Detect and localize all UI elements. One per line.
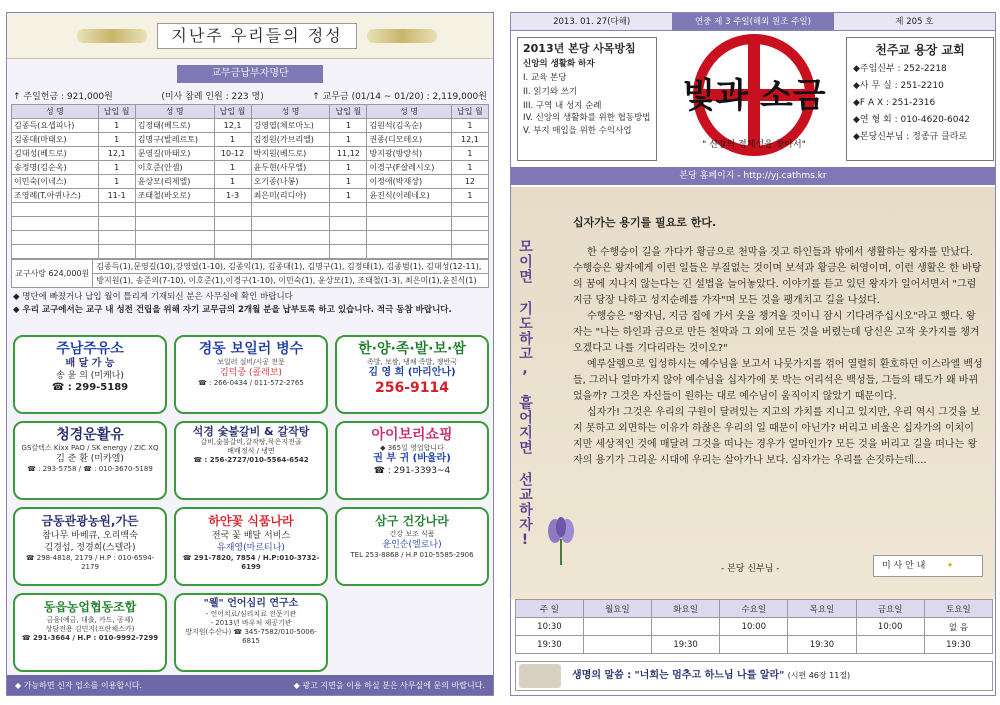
tithe-column-header: 성 명 <box>367 105 451 119</box>
ad-name: 주남주유소 <box>56 341 124 357</box>
ad-line: - 언어치료/심리치료 전문기관 <box>205 610 297 618</box>
footer-left-note: ◆ 가능하면 신자 업소를 이용합시다. <box>15 680 143 690</box>
schedule-day-header: 화요일 <box>652 600 720 618</box>
ad-line: 보일러 설비/시공 전문 <box>217 358 285 366</box>
pastoral-policy <box>517 37 657 161</box>
ad-name: 하얀꽃 식품나라 <box>208 514 294 528</box>
ad-card[interactable] <box>174 335 328 414</box>
ad-line: 배 달 가 능 <box>65 358 115 369</box>
ad-card[interactable] <box>13 421 167 500</box>
offering-summary <box>7 83 493 104</box>
ad-phone: ☎ 291-7820, 7854 / H.P:010-3732-6199 <box>182 554 320 571</box>
article-paragraph: 수행승은 "왕자님, 지금 집에 가서 옷을 챙겨올 것이니 잠시 기다려주십시오"라고 했다. 왕자는 "나는 하인과 금으로 만든 천막과 그 외에 모든 것을 버렸는데 당신은 고작 옷가지를 챙겨 오겠다고 나를 기다리라는 것이오?" <box>573 311 980 354</box>
article-signature: - 본당 신부님 - <box>721 564 780 574</box>
tithe-column-header: 납입 월 <box>214 105 251 119</box>
paid-month: 1 <box>98 133 135 147</box>
ad-card[interactable] <box>335 421 489 500</box>
ad-phone: 방지원(수산나) ☎ 345-7582/010-5006-6815 <box>185 628 317 645</box>
ad-line: 김 준 환 (미카엘) <box>56 454 124 464</box>
bulletin-header <box>511 31 995 165</box>
member-name: 김종대(마태오) <box>12 133 99 147</box>
ad-card[interactable] <box>13 507 167 586</box>
notice-block <box>7 288 493 320</box>
ad-card[interactable] <box>174 507 328 586</box>
article-area <box>511 187 995 599</box>
ad-line: 유재영(마르티나) <box>217 543 285 553</box>
ad-card[interactable] <box>335 507 489 586</box>
schedule-day-header: 토요일 <box>924 600 992 618</box>
ad-line: 갈비,숯불갈비,갈작탕,묵은지전골 <box>200 438 302 446</box>
member-name <box>251 217 330 231</box>
liturgical-sunday: 연중 제 3 주일(해외 원조 주일) <box>672 13 833 30</box>
vertical-slogan: 모이면 기도하고, 흩어지면 선교하자! <box>517 239 533 549</box>
word-label: 생명의 말씀 : <box>572 670 632 681</box>
member-name: 조영례(T.아퀴나스) <box>12 189 99 203</box>
ad-line: 윤인순(엘로나) <box>382 540 442 550</box>
member-name: 윤두현(사무엘) <box>251 161 330 175</box>
issue-number: 제 205 호 <box>895 17 934 27</box>
member-name: 송정명(김순옥) <box>12 161 99 175</box>
paid-month <box>214 245 251 259</box>
paid-month: 1 <box>214 133 251 147</box>
paid-month: 1 <box>214 175 251 189</box>
member-name: 이민숙(이네스) <box>12 175 99 189</box>
word-text: "너희는 멈추고 하느님 나를 알라" <box>634 670 785 681</box>
mass-schedule-table <box>515 599 993 654</box>
member-name <box>12 245 99 259</box>
paid-month <box>98 231 135 245</box>
church-name: 천주교 용장 교회 <box>875 43 965 57</box>
member-name <box>251 231 330 245</box>
ads-grid <box>13 335 489 672</box>
church-info-line: ◆사 무 실 : 251-2210 <box>853 81 944 91</box>
tithe-column-header: 납입 월 <box>451 105 488 119</box>
church-info-line: ◆주임신부 : 252-2218 <box>853 64 947 74</box>
tithe-column-header: 납입 월 <box>330 105 367 119</box>
mass-time: 19:30 <box>788 636 856 654</box>
word-reference: (시편 46장 11절) <box>787 671 851 680</box>
notice-1: ◆ 명단에 빠졌거나 납입 월이 틀리게 기재되신 분은 사무실에 확인 바랍니다 <box>13 292 293 302</box>
member-name: 김명구(발레르토) <box>135 133 214 147</box>
paid-month: 1 <box>330 175 367 189</box>
ad-phone: ☎ : 291-3393~4 <box>373 466 451 476</box>
member-name: 윤상모(리제엘) <box>135 175 214 189</box>
paid-month: 1-3 <box>214 189 251 203</box>
ad-card[interactable] <box>174 421 328 500</box>
ad-line: 상담전용 김민지(프란체스카) <box>45 625 135 633</box>
ad-line: 건강 보조 식품 <box>389 530 435 538</box>
mass-time <box>583 636 651 654</box>
policy-item: V. 부지 매입을 위한 수익사업 <box>523 126 632 136</box>
member-name <box>367 217 451 231</box>
footer-right-note: ◆ 광고 지면을 이용 하실 분은 사무실에 문의 바랍니다. <box>293 680 485 690</box>
schedule-day-header: 주 일 <box>516 600 584 618</box>
tithe-column-header: 납입 월 <box>98 105 135 119</box>
member-name: 김정태(베드로) <box>135 119 214 133</box>
mass-time <box>583 618 651 636</box>
member-name: 권종(디모테오) <box>367 133 451 147</box>
diocese-line-2: 방지원(1), 송준의(7-10), 이호준(1),이경구(1-10), 이민숙(1), 윤상모(1), 조태철(1-3), 최은미(1),윤진식(1) <box>93 274 489 288</box>
member-name: 최은미(리디아) <box>251 189 330 203</box>
paid-month <box>330 203 367 217</box>
bulletin-topbar <box>511 13 995 31</box>
mass-time: 19:30 <box>652 636 720 654</box>
paid-month: 1 <box>451 161 488 175</box>
member-name: 김원석(김옥순) <box>367 119 451 133</box>
tithe-row <box>12 161 489 175</box>
diocese-line-1: 김종득(1),문영길(10),강영엽(1-10), 김종익(1), 김종대(1), 김명구(1), 김정태(1), 김종범(1), 김대성(12-11), <box>93 260 489 274</box>
ad-phone: ☎ 298-4818, 2179 / H.P : 010-6594-2179 <box>25 554 155 571</box>
tithe-row <box>12 189 489 203</box>
ad-phone: TEL 253-8868 / H.P 010-5585-2906 <box>350 551 474 559</box>
ad-card[interactable] <box>13 335 167 414</box>
left-page <box>6 12 494 696</box>
member-name: 김종득(요셉피나) <box>12 119 99 133</box>
schedule-day-header: 금요일 <box>856 600 924 618</box>
paid-month: 1 <box>98 119 135 133</box>
ad-line: GS칼텍스 Kixx PAO / SK energy / ZIC XQ <box>21 444 159 452</box>
paid-month <box>330 217 367 231</box>
mass-time <box>788 618 856 636</box>
policy-subtitle: 신앙의 생활화 하자 <box>523 59 595 69</box>
paid-month: 11-1 <box>98 189 135 203</box>
tithe-total: ↑ 교무금 (01/14 ~ 01/20) : 2,119,000원 <box>312 92 487 102</box>
ad-card[interactable] <box>13 593 167 672</box>
paid-month: 1 <box>98 175 135 189</box>
tithe-row <box>12 245 489 259</box>
church-info-line: ◆본당신부님 : 정종규 클라로 <box>853 132 968 142</box>
cross-circle-icon <box>666 33 841 163</box>
member-name: 박지원(베드로) <box>251 147 330 161</box>
weekly-offering: ↑ 주일헌금 : 921,000원 <box>13 92 113 102</box>
bulletin-logo <box>666 33 841 163</box>
diocese-label: 교구사랑 624,000원 <box>12 260 93 288</box>
ad-phone: 256-9114 <box>375 380 449 396</box>
jesus-image-icon <box>519 664 561 688</box>
mass-time <box>720 636 788 654</box>
homepage-link[interactable]: 본당 홈페이지 - http://yj.cathms.kr <box>511 167 995 185</box>
paid-month <box>214 231 251 245</box>
church-info-line: ◆연 형 회 : 010-4620-6042 <box>853 115 970 125</box>
paid-month <box>330 245 367 259</box>
ad-line: 김경섭, 정경희(스텔라) <box>44 543 136 553</box>
ad-line: 송 윤 의 (미케나) <box>56 371 124 381</box>
member-name <box>251 245 330 259</box>
paid-month <box>451 245 488 259</box>
policy-item: IV. 신앙의 생활화를 위한 협동방법 <box>523 113 651 123</box>
paid-month <box>98 203 135 217</box>
policy-item: II. 읽기와 쓰기 <box>523 87 578 97</box>
pastor-article <box>573 215 983 469</box>
tithe-column-header: 성 명 <box>251 105 330 119</box>
ad-line: 권 부 귀 (바울라) <box>373 453 451 464</box>
ad-line: 금융(예금, 대출, 카드, 공제) <box>46 616 134 624</box>
paid-month: 1 <box>330 119 367 133</box>
ad-name: "웰" 언어심리 연구소 <box>203 598 299 609</box>
paid-month: 11,12 <box>330 147 367 161</box>
ad-card[interactable] <box>335 335 489 414</box>
ad-name: 석경 숯불갈비 & 갈작탕 <box>192 425 310 438</box>
member-name <box>135 231 214 245</box>
ornament-right-icon <box>367 29 437 43</box>
ad-line: 족발, 보쌈, 냉채 족발, 쟁반국 <box>367 358 457 366</box>
paid-month: 1 <box>451 119 488 133</box>
paid-month: 1 <box>330 189 367 203</box>
tithe-row <box>12 175 489 189</box>
paid-month: 12,1 <box>98 147 135 161</box>
mass-time: 없 음 <box>924 618 992 636</box>
ad-line: - 2013년 바우처 제공기관 <box>210 619 292 627</box>
ad-name: 삼구 건강나라 <box>375 514 449 528</box>
ad-name: 청경운활유 <box>56 427 124 443</box>
ad-line: 김덕중 (콜레보) <box>219 368 283 378</box>
mass-time <box>652 618 720 636</box>
logo-title: 빛과 소금 <box>682 76 826 116</box>
mass-time: 10:30 <box>516 618 584 636</box>
paid-month <box>330 231 367 245</box>
ad-name: 동읍농업협동조합 <box>43 600 137 614</box>
member-name <box>12 217 99 231</box>
ad-name: 아이보리쇼핑 <box>371 427 453 443</box>
policy-item: III. 구역 내 성지 순례 <box>523 101 602 111</box>
iris-flower-icon <box>541 517 581 565</box>
tithe-row <box>12 217 489 231</box>
mass-attendance: (미사 참례 인원 : 223 명) <box>161 92 264 102</box>
policy-title: 2013년 본당 사목방침 <box>523 42 636 55</box>
member-name <box>367 203 451 217</box>
dove-icon: ✦ <box>946 561 954 571</box>
paid-month: 1 <box>451 189 488 203</box>
member-name: 김대성(베드로) <box>12 147 99 161</box>
member-name: 윤진식(이레네오) <box>367 189 451 203</box>
tithe-column-header: 성 명 <box>135 105 214 119</box>
ad-phone: ☎ : 256-2727/010-5564-6542 <box>193 456 309 464</box>
logo-motto: " 신앙의 정체성을 찾아서" <box>702 140 806 150</box>
tithe-row <box>12 203 489 217</box>
policy-item: I. 교육 본당 <box>523 73 567 83</box>
member-name <box>251 203 330 217</box>
paid-month: 1 <box>330 161 367 175</box>
paid-month: 1 <box>214 161 251 175</box>
schedule-row <box>516 618 993 636</box>
ad-name: 금동관광농원,가든 <box>41 514 139 528</box>
article-paragraph: 한 수행승이 길을 가다가 황금으로 천막을 짓고 하인들과 밖에서 생활하는 왕자를 만났다. 수행승은 왕자에게 이런 일들은 부질없는 것이며 보석과 황금은 허영이며, 이런 생활은 한 바탕의 꿈에 지나지 않는다는 긴 설법을 늘어놓았다. 이야기를 듣고 있던 왕자가 일어서면서 "그럼 지금 당장 나하고 성지순례를 가자"며 모든 것을 팽개치고 길을 나섰다. <box>573 247 982 306</box>
paid-month: 12,1 <box>451 133 488 147</box>
member-name: 이호준(안셈) <box>135 161 214 175</box>
ad-phone: ☎ : 293-5758 / ☎ : 010-3670-5189 <box>27 465 153 473</box>
ad-line: 김 영 희 (마리안나) <box>368 367 456 378</box>
paid-month: 10-12 <box>214 147 251 161</box>
tithe-row <box>12 147 489 161</box>
member-name: 오기종(나봉) <box>251 175 330 189</box>
member-name: 김정원(가브리엘) <box>251 133 330 147</box>
member-name <box>12 203 99 217</box>
member-name: 방지광(방랑석) <box>367 147 451 161</box>
member-name: 이경구(F살레시오) <box>367 161 451 175</box>
left-footer <box>7 675 493 695</box>
tithe-column-header: 성 명 <box>12 105 99 119</box>
article-paragraph: 십자가! 그것은 우리의 구원이 달려있는 지고의 가치를 지니고 있지만, 우리 역시 그것을 보지 못하고 외면하는 이유가 하찮은 우리의 일 때문이 아닌가? 버리고 비울은 십자가의 이치이지만 세상적인 것에 매달려 그것을 떠나는 경우가 얼마인가? 모든 것을 버리고 길을 떠나는 왕자의 용기가 그리운 시대에 우리는 살아가나 보다. 십자가는 우리를 손짓하는데.... <box>573 407 981 466</box>
mass-label-text: 미 사 안 내 <box>882 561 926 571</box>
word-of-life <box>515 661 993 691</box>
mass-schedule-label <box>873 555 983 577</box>
tithe-row <box>12 133 489 147</box>
offering-title: 지난주 우리들의 정성 <box>157 23 357 49</box>
church-info-line: ◆F A X : 251-2316 <box>853 98 936 108</box>
member-name <box>135 203 214 217</box>
paid-month <box>98 217 135 231</box>
mass-time: 10:00 <box>720 618 788 636</box>
member-name <box>12 231 99 245</box>
paid-month: 12 <box>451 175 488 189</box>
schedule-day-header: 목요일 <box>788 600 856 618</box>
paid-month: 12,1 <box>214 119 251 133</box>
ad-line: ◆ 365일 영업합니다 <box>380 444 444 452</box>
ad-phone: ☎ : 299-5189 <box>51 382 129 393</box>
ad-line: 배배정식 / 냉면 <box>227 447 275 455</box>
tithe-row <box>12 231 489 245</box>
mass-time: 19:30 <box>924 636 992 654</box>
article-paragraph: 예루살렘으로 입성하시는 예수님을 보고서 나뭇가지를 꺾어 열렬히 환호하던 이스라엘 백성들, 그러나 얼마가지 않아 예수님을 십자가에 못 박는 어리석은 백성들, 그들의 태도가 왜 바뀌었을까? 그것은 자신들이 원하는 대로 예수님이 움직이지 않았기 때문이다. <box>573 359 983 402</box>
paid-month: 1 <box>98 161 135 175</box>
ad-name: 경동 보일러 병수 <box>198 341 304 357</box>
church-info <box>846 37 994 161</box>
ad-line: 전국 꽃 배달 서비스 <box>211 531 291 541</box>
member-name <box>367 245 451 259</box>
ad-line: 참나무 바베큐, 오리백숙 <box>42 531 138 541</box>
mass-time <box>856 636 924 654</box>
offering-header <box>7 13 493 59</box>
paid-month: 1 <box>451 147 488 161</box>
schedule-row <box>516 636 993 654</box>
tithe-row <box>12 119 489 133</box>
bulletin-date: 2013. 01. 27(다해) <box>553 17 631 27</box>
member-name: 조태철(바오로) <box>135 189 214 203</box>
paid-month <box>451 217 488 231</box>
member-name: 강영엽(체로마노) <box>251 119 330 133</box>
ad-phone: ☎ 291-3664 / H.P : 010-9992-7299 <box>21 634 159 642</box>
diocese-table <box>11 259 489 288</box>
offering-subtitle: 교무금납부자명단 <box>177 65 323 83</box>
mass-time: 10:00 <box>856 618 924 636</box>
member-name <box>135 217 214 231</box>
ornament-left-icon <box>77 29 147 43</box>
article-title: 십자가는 용기를 필요로 한다. <box>573 216 717 229</box>
ad-name: 한·양·족·발·보·쌈 <box>358 341 466 357</box>
ad-card[interactable] <box>174 593 328 672</box>
paid-month <box>451 203 488 217</box>
member-name: 이정애(박재상) <box>367 175 451 189</box>
member-name <box>135 245 214 259</box>
ad-phone: ☎ : 266-0434 / 011-572-2765 <box>198 379 304 387</box>
paid-month <box>98 245 135 259</box>
member-name: 문영길(마태오) <box>135 147 214 161</box>
right-page <box>510 12 996 696</box>
mass-time: 19:30 <box>516 636 584 654</box>
paid-month <box>214 203 251 217</box>
notice-2: ◆ 우리 교구에서는 교구 내 성전 건립을 위해 자기 교무금의 2개월 분을 납부토록 하고 있습니다. 적극 동참 바랍니다. <box>13 305 452 315</box>
schedule-day-header: 월요일 <box>583 600 651 618</box>
paid-month <box>451 231 488 245</box>
schedule-day-header: 수요일 <box>720 600 788 618</box>
member-name <box>367 231 451 245</box>
tithe-table <box>11 104 489 259</box>
paid-month: 1 <box>330 133 367 147</box>
paid-month <box>214 217 251 231</box>
